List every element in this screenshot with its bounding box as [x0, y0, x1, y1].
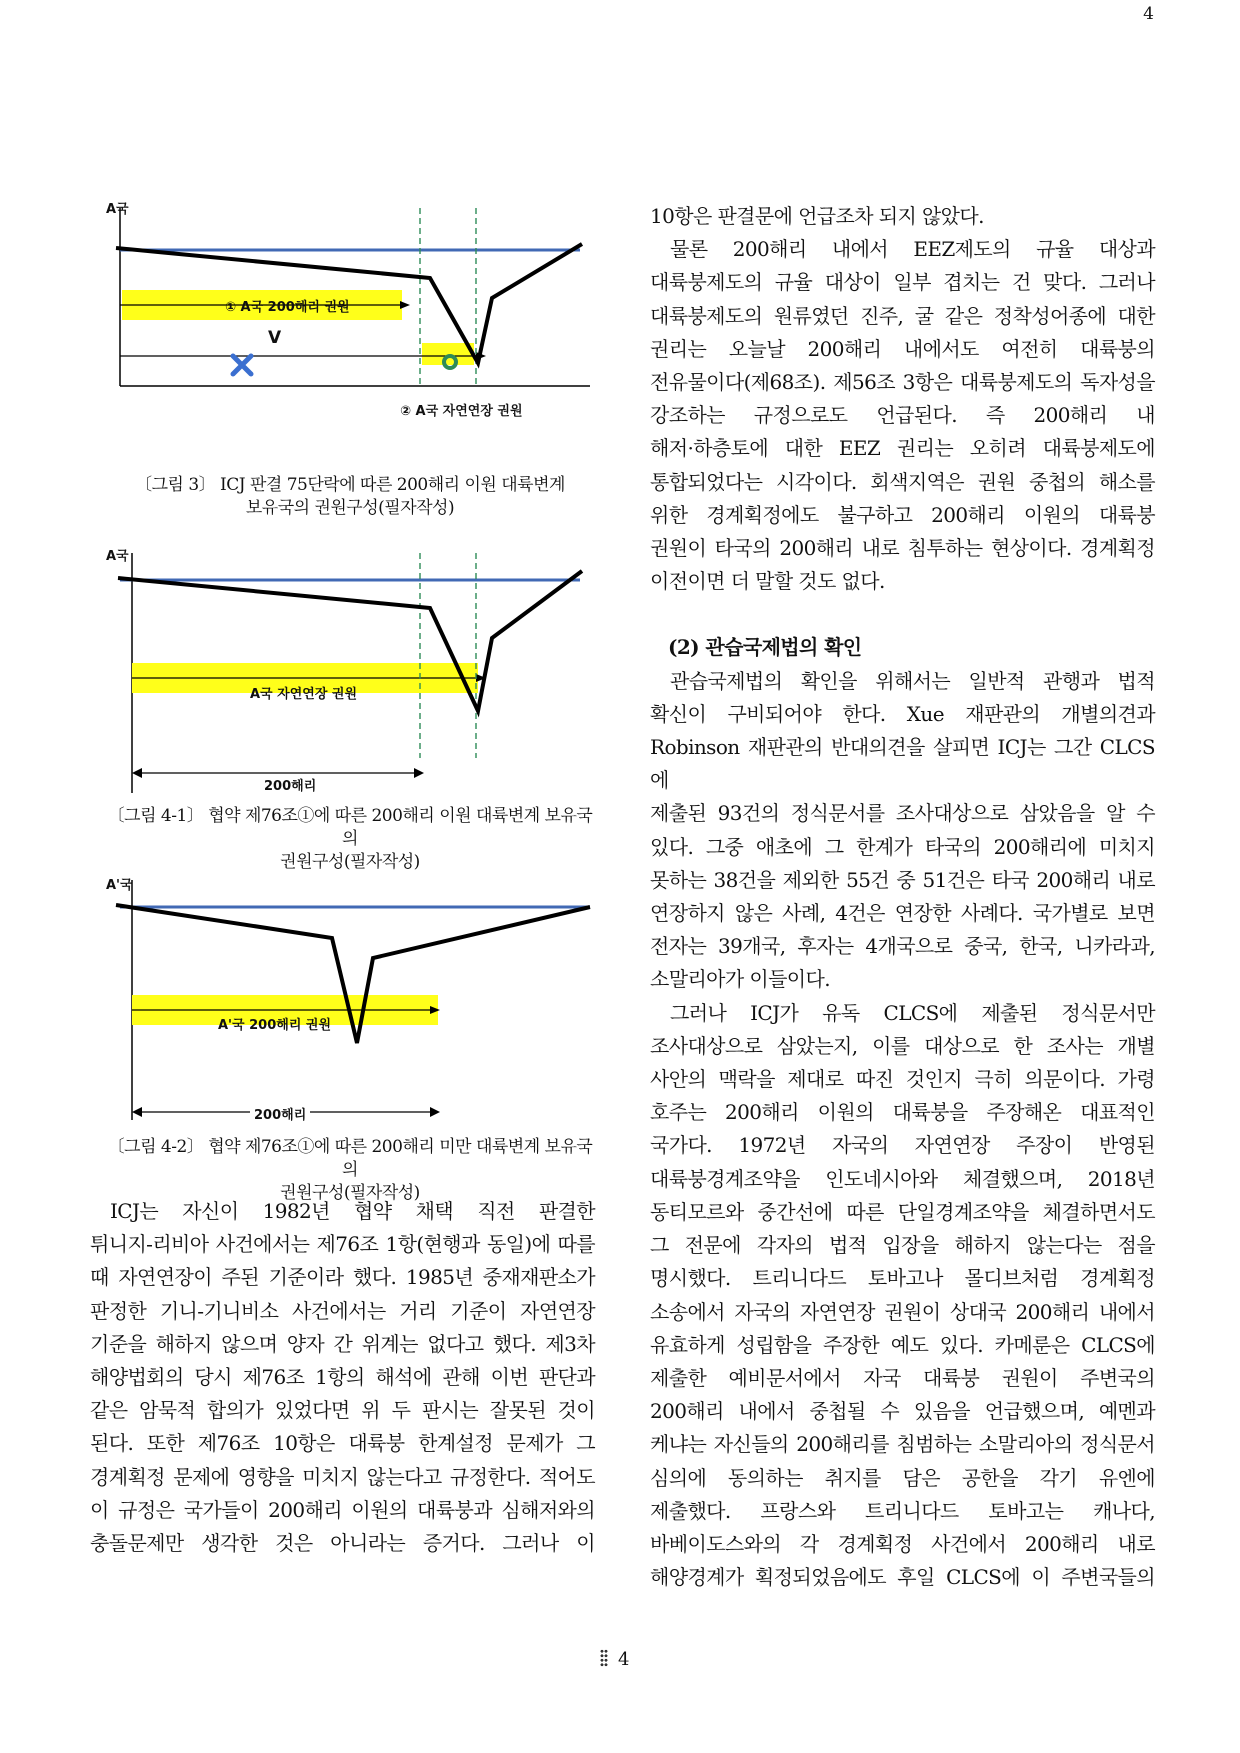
figure-3-caption-line-1: 〔그림 3〕 ICJ 판결 75단락에 따른 200해리 이원 대륙변계 [135, 475, 565, 495]
text-line: 케냐는 자신들의 200해리를 침범하는 소말리아의 정식문서 [650, 1432, 1155, 1457]
figure-3-label-v: V [268, 328, 282, 348]
text-line: 바베이도스와의 각 경계획정 사건에서 200해리 내로 [650, 1531, 1155, 1556]
text-line: 튀니지-리비아 사건에서는 제76조 1항(현행과 동일)에 따를 [90, 1232, 595, 1257]
text-line: 때 자연연장이 주된 기준이라 했다. 1985년 중재재판소가 [90, 1265, 595, 1290]
text-line: 해양경계가 획정되었음에도 후일 CLCS에 이 주변국들의 [650, 1565, 1155, 1590]
text-line: 동티모르와 중간선에 따른 단일경계조약을 체결하면서도 [650, 1199, 1155, 1224]
text-line: 연장하지 않은 사례, 4건은 연장한 사례다. 국가별로 보면 [650, 901, 1155, 926]
text-line: 대륙붕경계조약을 인도네시아와 체결했으며, 2018년 [650, 1166, 1155, 1191]
left-column-text [90, 1195, 595, 1560]
text-line: 권리는 오늘날 200해리 내에서도 여전히 대륙붕의 [650, 336, 1155, 361]
figure-3-label-2: ② A국 자연연장 권원 [400, 404, 523, 419]
x-mark-icon [233, 356, 251, 374]
text-line: 심의에 동의하는 취지를 담은 공한을 각기 유엔에 [650, 1465, 1155, 1490]
text-line: 그러나 ICJ가 유독 CLCS에 제출된 정식문서만 [670, 1000, 1155, 1025]
figure-3-caption-line-2: 보유국의 권원구성(필자작성) [245, 498, 455, 518]
text-line: 대륙붕제도의 원류였던 진주, 굴 같은 정착성어종에 대한 [650, 303, 1155, 328]
text-line: 판정한 기니-기니비소 사건에서는 거리 기준이 자연연장 [90, 1298, 595, 1323]
text-line: 그 전문에 각자의 법적 입장을 해하지 않는다는 점을 [650, 1233, 1155, 1258]
page-footer [600, 1649, 629, 1670]
text-line: 못하는 38건을 제외한 55건 중 51건은 타국 200해리 내로 [650, 867, 1155, 892]
text-line: 해양법회의 당시 제76조 1항의 해석에 관해 이번 판단과 [90, 1365, 595, 1390]
text-line: ICJ는 자신이 1982년 협약 채택 직전 판결한 [110, 1199, 595, 1223]
text-line: 권원이 타국의 200해리 내로 침투하는 현상이다. 경계획정 [650, 536, 1155, 561]
figure-3-caption [100, 474, 600, 520]
text-line: 국가다. 1972년 자국의 자연연장 주장이 반영된 [650, 1133, 1155, 1158]
text-line: 해저·하층토에 대한 EEZ 권리는 오히려 대륙붕제도에 [650, 436, 1155, 461]
text-line: 명시했다. 트리니다드 토바고나 몰디브처럼 경계획정 [650, 1266, 1155, 1291]
dotted-bar-icon [600, 1649, 608, 1667]
text-line: 대륙붕제도의 규율 대상이 일부 겹치는 건 맞다. 그러나 [650, 270, 1155, 295]
text-line: 같은 암묵적 합의가 있었다면 위 두 판시는 잘못된 것이 [90, 1398, 595, 1423]
text-line: 유효하게 성립함을 주장한 예도 있다. 카메룬은 CLCS에 [650, 1332, 1155, 1357]
right-column-text [650, 200, 1155, 1594]
text-line: 10항은 판결문에 언급조차 되지 않았다. [650, 204, 984, 228]
text-line: 전유물이다(제68조). 제56조 3항은 대륙붕제도의 독자성을 [650, 370, 1155, 395]
figure-4-1-caption [100, 805, 600, 874]
page-number-top: 4 [1143, 4, 1154, 24]
figure-3-label-1: ① A국 200해리 권원 [225, 300, 350, 315]
figure-3-diagram [100, 208, 600, 438]
figure-4-1 [100, 549, 600, 794]
figure-4-1-label-1: A국 자연연장 권원 [250, 687, 358, 702]
text-line: 소말리아가 이들이다. [650, 967, 830, 992]
text-line: 제출된 93건의 정식문서를 조사대상으로 삼았음을 알 수 [650, 801, 1155, 826]
figure-4-1-country-label: A국 [106, 549, 129, 564]
figure-4-2-label-200: 200해리 [250, 1104, 310, 1123]
text-line: 통합되었다는 시각이다. 회색지역은 권원 중첩의 해소를 [650, 469, 1155, 494]
text-line: Robinson 재판관의 반대의견을 살피면 ICJ는 그간 CLCS에 [650, 735, 1155, 793]
figure-4-2-diagram [100, 880, 600, 1120]
figure-4-1-caption-line-1: 〔그림 4-1〕 협약 제76조①에 따른 200해리 이원 대륙변계 보유국의 [107, 806, 593, 849]
figure-4-2-caption-line-1: 〔그림 4-2〕 협약 제76조①에 따른 200해리 미만 대륙변계 보유국의 [107, 1137, 593, 1180]
text-line: 된다. 또한 제76조 10항은 대륙붕 한계설정 문제가 그 [90, 1431, 595, 1456]
text-line: 있다. 그중 애초에 그 한계가 타국의 200해리에 미치지 [650, 834, 1155, 859]
text-line: 관습국제법의 확인을 위해서는 일반적 관행과 법적 [670, 668, 1155, 693]
text-line: 200해리 내에서 중첩될 수 있음을 언급했으며, 예멘과 [650, 1399, 1155, 1424]
text-line: 소송에서 자국의 자연연장 권원이 상대국 200해리 내에서 [650, 1299, 1155, 1324]
section-heading: (2) 관습국제법의 확인 [668, 635, 862, 660]
text-line: 경계획정 문제에 영향을 미치지 않는다고 규정한다. 적어도 [90, 1464, 595, 1489]
figure-4-2-country-label: A'국 [106, 878, 133, 893]
text-line: 호주는 200해리 이원의 대륙붕을 주장해온 대표적인 [650, 1100, 1155, 1125]
figure-3-country-label: A국 [106, 202, 129, 217]
text-line: 사안의 맥락을 제대로 따진 것인지 극히 의문이다. 가령 [650, 1067, 1155, 1092]
text-line: 전자는 39개국, 후자는 4개국으로 중국, 한국, 니카라과, [650, 934, 1155, 959]
text-line: 강조하는 규정으로도 언급된다. 즉 200해리 내 [650, 403, 1155, 428]
figure-3 [100, 202, 600, 438]
page-number-bottom: 4 [618, 1649, 630, 1670]
text-line: 조사대상으로 삼았는지, 이를 대상으로 한 조사는 개별 [650, 1033, 1155, 1058]
figure-4-2-label-1: A'국 200해리 권원 [218, 1018, 332, 1033]
figure-4-2 [100, 878, 600, 1123]
text-line: 물론 200해리 내에서 EEZ제도의 규율 대상과 [670, 237, 1155, 262]
text-line: 충돌문제만 생각한 것은 아니라는 증거다. 그러나 이 [90, 1531, 595, 1556]
figure-4-1-diagram [100, 553, 600, 793]
figure-4-1-label-200: 200해리 [260, 775, 320, 794]
text-line: 확신이 구비되어야 한다. Xue 재판관의 개별의견과 [650, 701, 1155, 726]
text-line: 이전이면 더 말할 것도 없다. [650, 569, 885, 594]
text-line: 위한 경계획정에도 불구하고 200해리 이원의 대륙붕 [650, 502, 1155, 527]
text-line: 제출했다. 프랑스와 트리니다드 토바고는 캐나다, [650, 1498, 1155, 1523]
figure-4-1-caption-line-2: 권원구성(필자작성) [280, 852, 420, 872]
text-line: 기준을 해하지 않으며 양자 간 위계는 없다고 했다. 제3차 [90, 1331, 595, 1356]
figure-4-2-caption-line-2: 권원구성(필자작성) [280, 1183, 420, 1203]
text-line: 제출한 예비문서에서 자국 대륙붕 권원이 주변국의 [650, 1365, 1155, 1390]
text-line: 이 규정은 국가들이 200해리 이원의 대륙붕과 심해저와의 [90, 1497, 595, 1522]
